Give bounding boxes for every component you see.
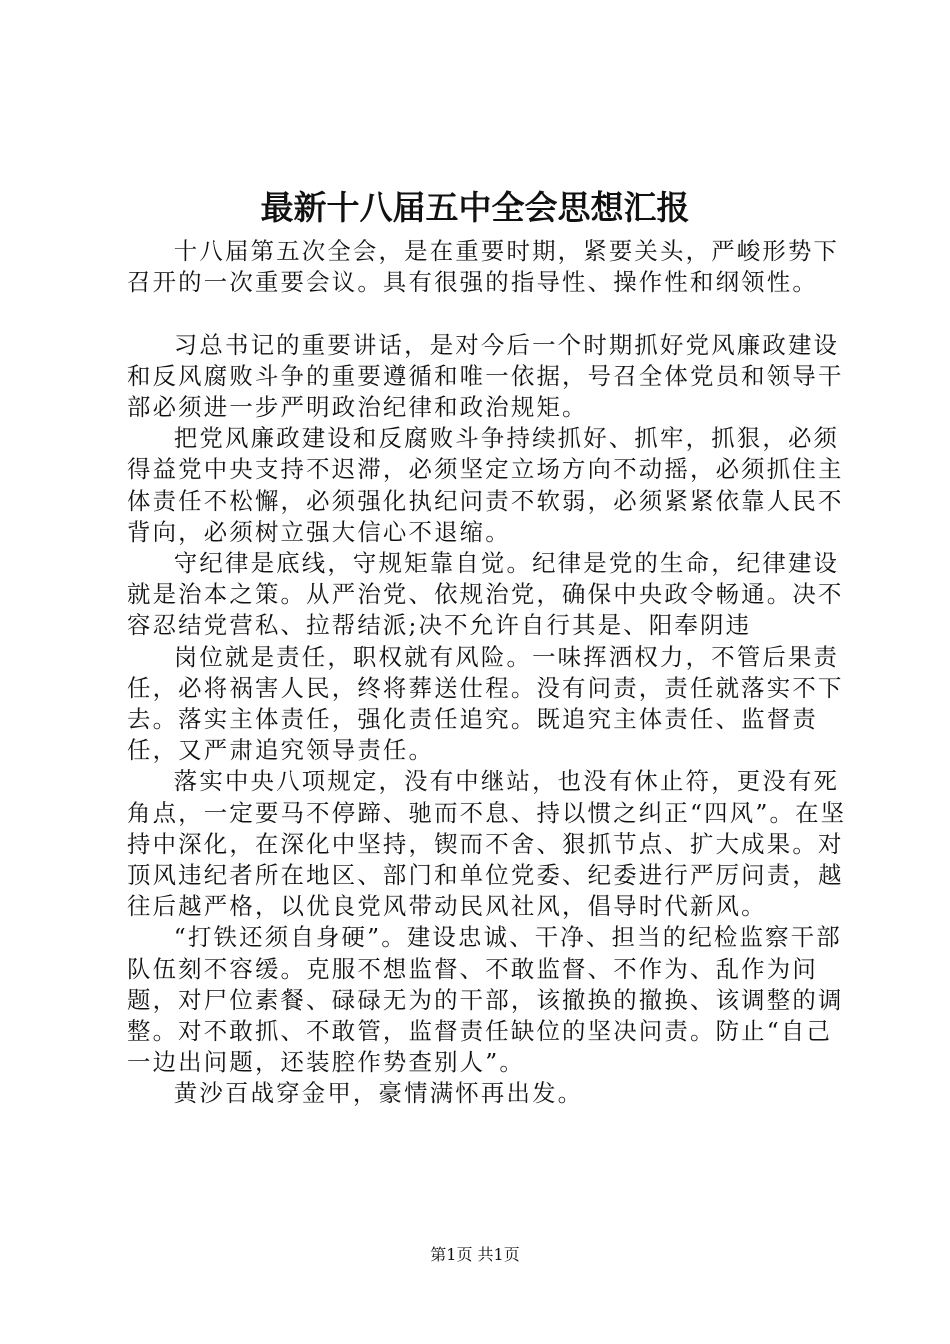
paragraph: 守纪律是底线，守规矩靠自觉。纪律是党的生命，纪律建设就是治本之策。从严治党、依规治党，确保中央政令畅通。决不容忍结党营私、拉帮结派;决不允许自行其是、阳奉阴违 <box>127 549 844 640</box>
paragraph: 把党风廉政建设和反腐败斗争持续抓好、抓牢，抓狠，必须得益党中央支持不迟滞，必须坚定立场方向不动摇，必须抓住主体责任不松懈，必须强化执纪问责不软弱，必须紧紧依靠人民不背向，必须树立强大信心不退缩。 <box>127 424 844 546</box>
paragraph: 落实中央八项规定，没有中继站，也没有休止符，更没有死角点，一定要马不停蹄、驰而不息、持以惯之纠正“四风”。在坚持中深化，在深化中坚持，锲而不舍、狠抓节点、扩大成果。对顶风违纪者所在地区、部门和单位党委、纪委进行严厉问责，越往后越严格，以优良党风带动民风社风，倡导时代新风。 <box>127 767 847 921</box>
document-body <box>127 236 847 1110</box>
paragraph: 十八届第五次全会，是在重要时期，紧要关头，严峻形势下召开的一次重要会议。具有很强的指导性、操作性和纲领性。 <box>127 237 840 297</box>
paragraph: 习总书记的重要讲话，是对今后一个时期抓好党风廉政建设和反风腐败斗争的重要遵循和唯一依据，号召全体党员和领导干部必须进一步严明政治纪律和政治规矩。 <box>127 330 844 421</box>
paragraph-gap <box>127 298 847 329</box>
page-footer: 第1页 共1页 <box>430 1245 520 1264</box>
paragraph: “打铁还须自身硬”。建设忠诚、干净、担当的纪检监察干部队伍刻不容缓。克服不想监督、不敢监督、不作为、乱作为问题，对尸位素餐、碌碌无为的干部，该撤换的撤换、该调整的调整。对不敢抓、不敢管，监督责任缺位的坚决问责。防止“自己一边出问题，还装腔作势查别人”。 <box>127 923 844 1077</box>
paragraph: 黄沙百战穿金甲，豪情满怀再出发。 <box>173 1079 584 1108</box>
document-title: 最新十八届五中全会思想汇报 <box>260 188 690 227</box>
paragraph: 岗位就是责任，职权就有风险。一味挥洒权力，不管后果责任，必将祸害人民，终将葬送仕程。没有问责，责任就落实不下去。落实主体责任，强化责任追究。既追究主体责任、监督责任，又严肃追究领导责任。 <box>127 642 844 765</box>
